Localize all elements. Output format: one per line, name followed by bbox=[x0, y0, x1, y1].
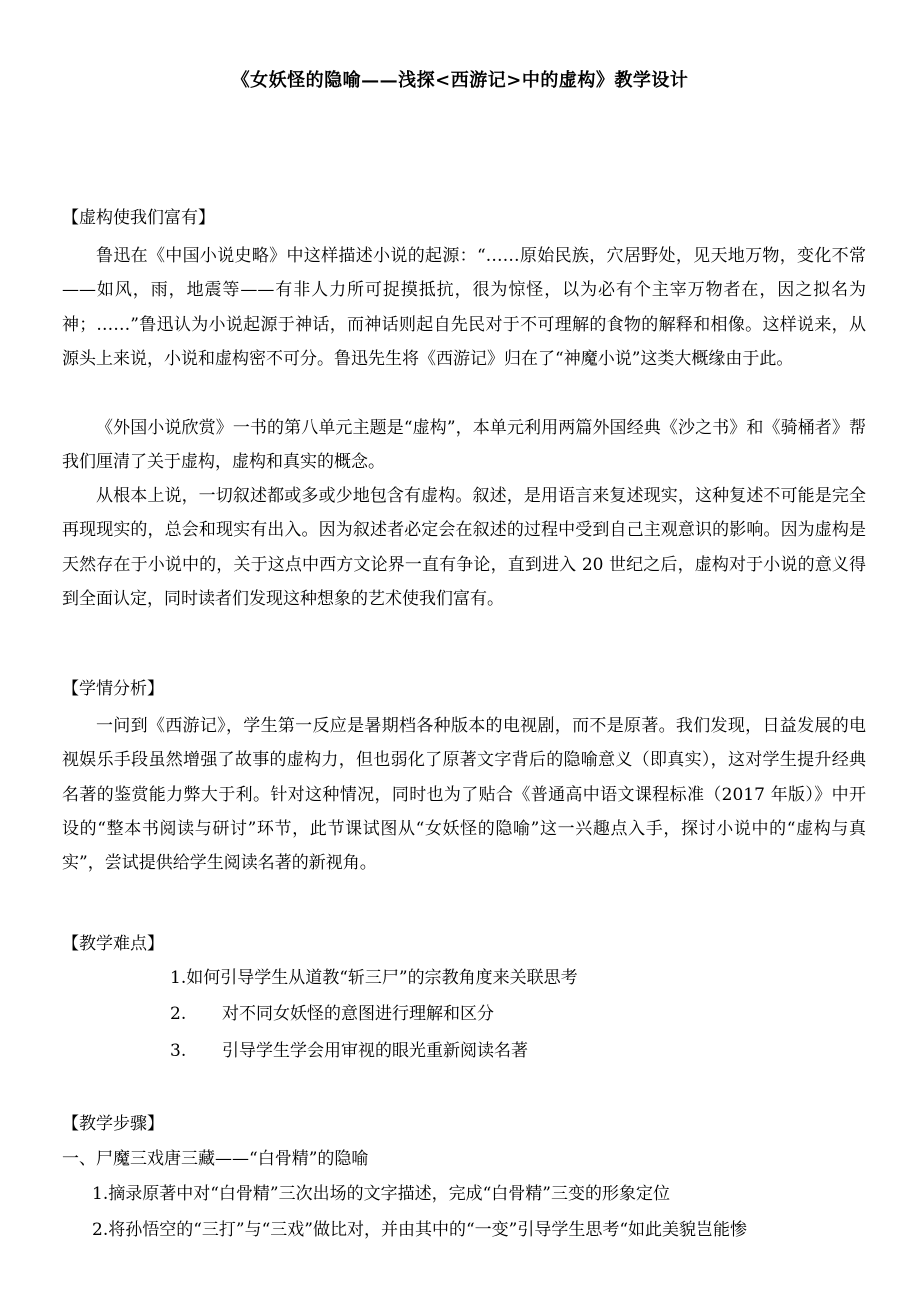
sub-step-item: 2.将孙悟空的“三打”与“三戏”做比对，并由其中的“一变”引导学生思考“如此美貌岂能惨 bbox=[92, 1220, 748, 1240]
document-title: 《女妖怪的隐喻——浅探<西游记>中的虚构》教学设计 bbox=[231, 70, 689, 91]
difficulty-item bbox=[170, 966, 578, 990]
difficulty-text: 如何引导学生从道教“斩三尸”的宗教角度来关联思考 bbox=[186, 968, 578, 988]
paragraph-fiction-2: 《外国小说欣赏》一书的第八单元主题是“虚构”，本单元利用两篇外国经典《沙之书》和《骑桶者》帮我们厘清了关于虚构，虚构和真实的概念。 bbox=[62, 418, 866, 473]
difficulty-text: 引导学生学会用审视的眼光重新阅读名著 bbox=[222, 1041, 528, 1061]
difficulty-number: 2. bbox=[170, 1004, 187, 1024]
difficulty-text: 对不同女妖怪的意图进行理解和区分 bbox=[222, 1004, 494, 1024]
section-heading-steps: 【教学步骤】 bbox=[62, 1114, 164, 1134]
section-heading-fiction: 【虚构使我们富有】 bbox=[62, 208, 215, 228]
sub-step-item: 1.摘录原著中对“白骨精”三次出场的文字描述，完成“白骨精”三变的形象定位 bbox=[92, 1184, 670, 1204]
paragraph-fiction-1: 鲁迅在《中国小说史略》中这样描述小说的起源：“……原始民族，穴居野处，见天地万物，变化不常——如风，雨，地震等——有非人力所可捉摸抵抗，很为惊怪，以为必有个主宰万物者在，因之拟名为神；……”鲁迅认为小说起源于神话，而神话则起自先民对于不可理解的食物的解释和相像。这样说来，从源头上来说，小说和虚构密不可分。鲁迅先生将《西游记》归在了“神魔小说”这类大概缘由于此。 bbox=[62, 246, 866, 369]
paragraph-analysis-1: 一问到《西游记》，学生第一反应是暑期档各种版本的电视剧，而不是原著。我们发现，日益发展的电视娱乐手段虽然增强了故事的虚构力，但也弱化了原著文字背后的隐喻意义（即真实），这对学生提升经典名著的鉴赏能力弊大于利。针对这种情况，同时也为了贴合《普通高中语文课程标准（2017 年版）》中开设的“整本书阅读与研讨”环节，此节课试图从“女妖怪的隐喻”这一兴趣点入手，探讨小说中的“虚构与真实”，尝试提供给学生阅读名著的新视角。 bbox=[62, 716, 866, 874]
step-part-one: 一、尸魔三戏唐三藏——“白骨精”的隐喻 bbox=[62, 1149, 369, 1169]
section-heading-difficulties: 【教学难点】 bbox=[62, 934, 164, 954]
difficulty-item bbox=[170, 1002, 494, 1026]
difficulty-item bbox=[170, 1039, 528, 1063]
difficulty-number: 1. bbox=[170, 968, 187, 988]
paragraph-fiction-3: 从根本上说，一切叙述都或多或少地包含有虚构。叙述，是用语言来复述现实，这种复述不可能是完全再现现实的，总会和现实有出入。因为叙述者必定会在叙述的过程中受到自己主观意识的影响。因为虚构是天然存在于小说中的，关于这点中西方文论界一直有争论，直到进入 20 世纪之后，虚构对于小说的意义得到全面认定，同时读者们发现这种想象的艺术使我们富有。 bbox=[62, 486, 866, 609]
difficulty-number: 3. bbox=[170, 1041, 187, 1061]
section-heading-analysis: 【学情分析】 bbox=[62, 679, 164, 699]
